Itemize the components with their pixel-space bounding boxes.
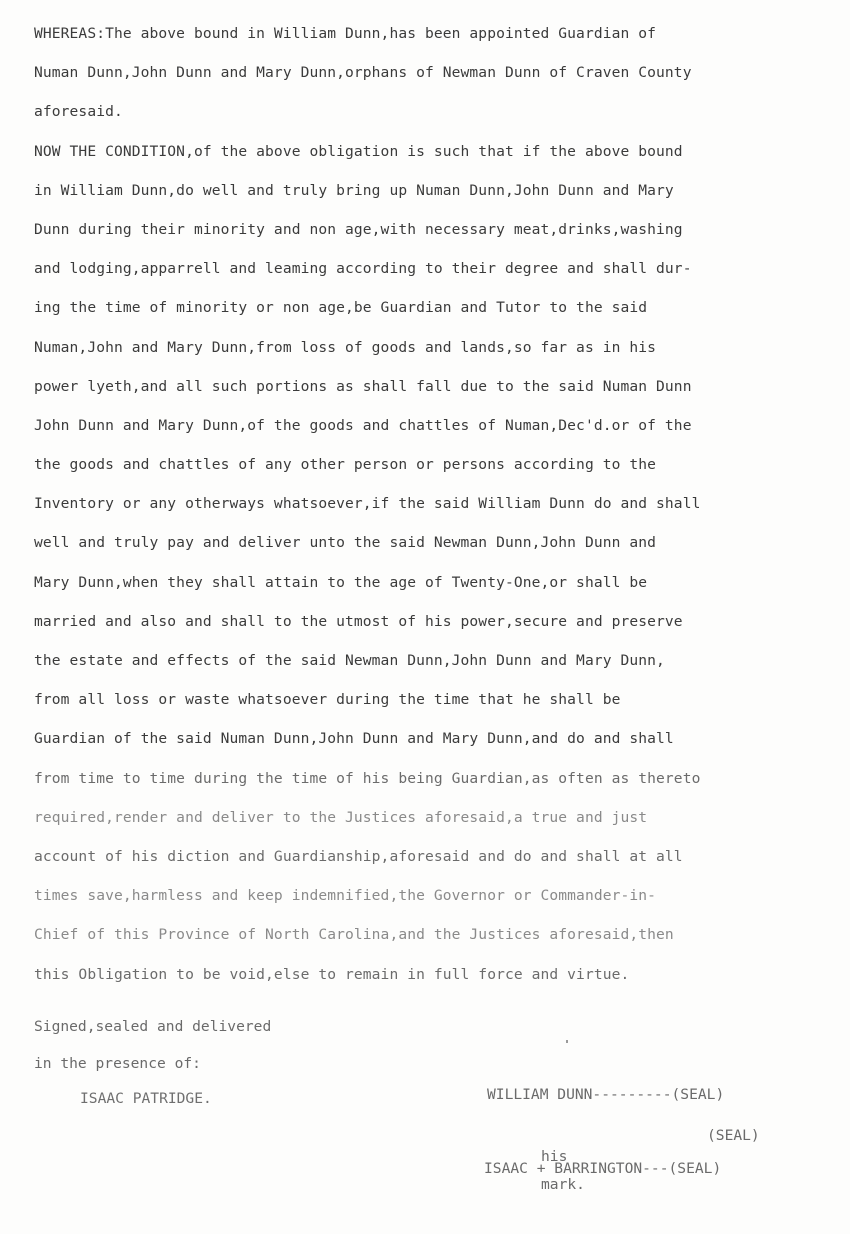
text-line: Numan,John and Mary Dunn,from loss of goods and lands,so far as in his	[34, 338, 657, 356]
text-line: Numan Dunn,John Dunn and Mary Dunn,orphans of Newman Dunn of Craven County	[34, 64, 692, 82]
text-line: Inventory or any otherways whatsoever,if the said William Dunn do and shall	[34, 495, 701, 513]
signature-seal: (SEAL)	[707, 1127, 760, 1144]
text-line: ing the time of minority or non age,be Guardian and Tutor to the said	[34, 299, 648, 317]
text-line: married and also and shall to the utmost of his power,secure and preserve	[34, 612, 683, 630]
text-line: account of his diction and Guardianship,aforesaid and do and shall at all	[34, 847, 683, 865]
text-line: this Obligation to be void,else to remain in full force and virtue.	[34, 965, 630, 983]
signature-william-dunn: WILLIAM DUNN---------(SEAL)	[487, 1086, 725, 1103]
text-line: NOW THE CONDITION,of the above obligation is such that if the above bound	[34, 142, 683, 160]
text-line: Guardian of the said Numan Dunn,John Dunn and Mary Dunn,and do and shall	[34, 730, 674, 748]
text-line: Mary Dunn,when they shall attain to the age of Twenty-One,or shall be	[34, 573, 648, 591]
mark-his-label: his	[541, 1148, 568, 1165]
text-line: Chief of this Province of North Carolina,and the Justices aforesaid,then	[34, 926, 674, 944]
witness-block	[34, 1008, 271, 1082]
witness-intro-line: in the presence of:	[34, 1055, 201, 1072]
bond-text	[34, 14, 834, 994]
witness-name: ISAAC PATRIDGE.	[80, 1090, 212, 1107]
text-line: Dunn during their minority and non age,with necessary meat,drinks,washing	[34, 220, 683, 238]
signature-isaac-barrington: ISAAC + BARRINGTON---(SEAL)	[484, 1160, 722, 1177]
text-line: from time to time during the time of his being Guardian,as often as thereto	[34, 769, 701, 787]
text-line: the estate and effects of the said Newman Dunn,John Dunn and Mary Dunn,	[34, 652, 665, 669]
text-line: and lodging,apparrell and leaming according to their degree and shall dur-	[34, 260, 692, 278]
ink-speck	[566, 1040, 568, 1043]
text-line: WHEREAS:The above bound in William Dunn,has been appointed Guardian of	[34, 25, 657, 42]
text-line: the goods and chattles of any other person or persons according to the	[34, 456, 657, 474]
text-line: John Dunn and Mary Dunn,of the goods and chattles of Numan,Dec'd.or of the	[34, 416, 692, 434]
text-line: power lyeth,and all such portions as shall fall due to the said Numan Dunn	[34, 377, 692, 395]
text-line: times save,harmless and keep indemnified,the Governor or Commander-in-	[34, 887, 657, 905]
witness-intro-line: Signed,sealed and delivered	[34, 1018, 272, 1035]
text-line: from all loss or waste whatsoever during the time that he shall be	[34, 691, 621, 709]
text-line: in William Dunn,do well and truly bring up Numan Dunn,John Dunn and Mary	[34, 181, 674, 199]
text-line: well and truly pay and deliver unto the said Newman Dunn,John Dunn and	[34, 534, 657, 552]
text-line: required,render and deliver to the Justices aforesaid,a true and just	[34, 808, 648, 826]
mark-word-label: mark.	[541, 1176, 585, 1193]
text-line: aforesaid.	[34, 103, 123, 121]
